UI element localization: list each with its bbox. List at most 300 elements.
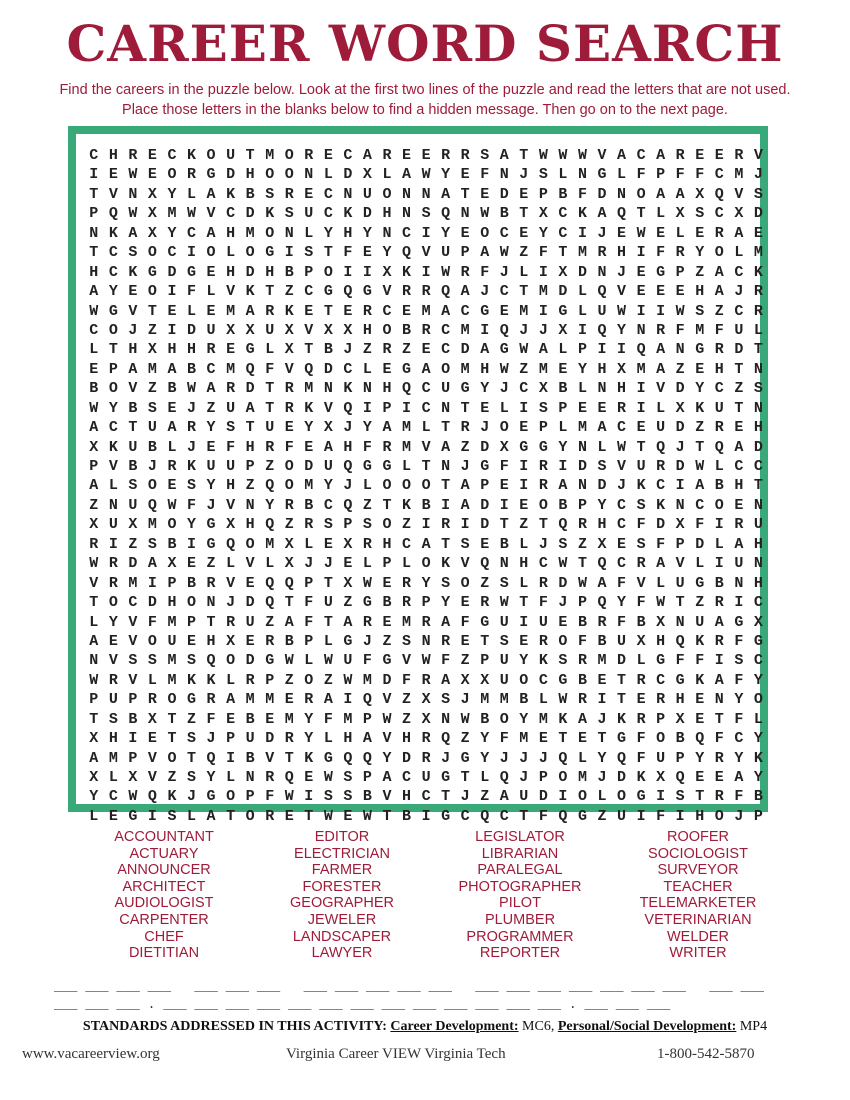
grid-letter: I (734, 594, 744, 612)
grid-letter: B (128, 399, 138, 417)
grid-letter: A (460, 496, 470, 514)
grid-letter: D (558, 574, 568, 592)
grid-letter: Q (656, 438, 666, 456)
grid-letter: C (343, 147, 353, 164)
grid-letter: V (108, 185, 118, 203)
grid-letter: H (597, 516, 607, 534)
grid-letter: N (753, 496, 763, 514)
grid-letter: B (167, 535, 177, 553)
grid-letter: N (753, 399, 763, 417)
grid-letter: F (402, 671, 412, 689)
grid-letter: F (323, 710, 333, 728)
grid-letter: S (226, 419, 236, 437)
grid-letter: H (167, 594, 177, 612)
grid-letter: N (441, 710, 451, 728)
grid-letter: G (460, 380, 470, 398)
grid-letter: J (499, 263, 509, 281)
grid-letter: A (206, 807, 216, 825)
grid-letter: C (734, 730, 744, 748)
grid-letter: A (656, 360, 666, 378)
grid-letter: F (675, 321, 685, 339)
grid-letter: F (734, 632, 744, 650)
grid-letter: O (499, 419, 509, 437)
grid-letter: T (538, 516, 548, 534)
grid-letter: L (108, 477, 118, 495)
grid-letter: S (147, 399, 157, 417)
grid-letter: G (265, 244, 275, 262)
grid-letter: V (382, 283, 392, 301)
grid-letter: W (675, 302, 685, 320)
grid-letter: U (441, 244, 451, 262)
grid-letter: E (558, 613, 568, 631)
grid-letter: B (128, 710, 138, 728)
grid-letter: G (382, 652, 392, 670)
grid-letter: N (108, 496, 118, 514)
grid-letter: H (382, 535, 392, 553)
grid-letter: T (89, 244, 99, 262)
puzzle-frame (68, 126, 768, 825)
grid-letter: A (147, 555, 157, 573)
grid-letter: R (226, 613, 236, 631)
grid-letter: E (636, 283, 646, 301)
grid-letter: P (89, 691, 99, 709)
grid-letter: A (714, 263, 724, 281)
grid-letter: O (245, 244, 255, 262)
grid-letter: M (695, 321, 705, 339)
grid-letter: O (519, 671, 529, 689)
grid-letter: T (714, 710, 724, 728)
grid-letter: E (695, 224, 705, 242)
grid-letter: J (519, 769, 529, 786)
grid-letter: A (206, 380, 216, 398)
grid-letter: A (656, 185, 666, 203)
grid-letter: Y (167, 185, 177, 203)
grid-letter: K (343, 205, 353, 223)
grid-letter: W (128, 205, 138, 223)
grid-letter: D (480, 438, 490, 456)
grid-letter: C (108, 788, 118, 806)
grid-letter: Y (304, 730, 314, 748)
grid-letter: Z (675, 360, 685, 378)
grid-letter: F (714, 321, 724, 339)
grid-letter: X (538, 380, 548, 398)
grid-letter: A (245, 302, 255, 320)
grid-letter: R (734, 147, 744, 164)
grid-letter: L (558, 419, 568, 437)
grid-letter: W (187, 380, 197, 398)
grid-letter: Z (519, 516, 529, 534)
grid-letter: T (167, 710, 177, 728)
grid-letter: O (714, 496, 724, 514)
grid-letter: Q (714, 185, 724, 203)
grid-letter: H (245, 438, 255, 456)
grid-letter: D (753, 438, 763, 456)
grid-letter: P (128, 691, 138, 709)
grid-letter: P (480, 652, 490, 670)
grid-row (84, 185, 768, 204)
grid-letter: N (206, 594, 216, 612)
grid-letter: H (167, 341, 177, 359)
grid-letter: U (108, 516, 118, 534)
grid-letter: L (382, 166, 392, 184)
grid-letter: U (245, 613, 255, 631)
grid-letter: O (382, 516, 392, 534)
grid-row (84, 554, 768, 573)
grid-row (84, 457, 768, 476)
grid-letter: E (519, 185, 529, 203)
answer-blanks-line-2: ___ ___ ___ . ___ ___ ___ ___ ___ ___ ___ ___ ___ ___ ___ ___ ___ . ___ ___ ___ (54, 997, 671, 1012)
grid-letter: N (753, 360, 763, 378)
word-item: SOCIOLOGIST (648, 845, 748, 862)
grid-letter: C (519, 380, 529, 398)
grid-letter: E (147, 730, 157, 748)
grid-letter: L (226, 671, 236, 689)
grid-letter: J (147, 458, 157, 475)
grid-letter: L (89, 613, 99, 631)
grid-letter: O (304, 671, 314, 689)
grid-row (84, 729, 768, 748)
grid-letter: R (304, 147, 314, 164)
grid-letter: Y (323, 477, 333, 495)
grid-letter: K (187, 671, 197, 689)
grid-letter: S (128, 244, 138, 262)
grid-letter: W (577, 147, 587, 164)
grid-letter: A (480, 244, 490, 262)
word-item: AUDIOLOGIST (114, 895, 214, 912)
grid-letter: E (695, 691, 705, 709)
grid-letter: U (265, 321, 275, 339)
grid-letter: X (382, 263, 392, 281)
grid-letter: O (421, 477, 431, 495)
grid-letter: G (147, 263, 157, 281)
grid-letter: W (558, 147, 568, 164)
grid-letter: L (480, 769, 490, 786)
grid-letter: D (226, 166, 236, 184)
instructions (20, 80, 830, 120)
grid-letter: V (226, 283, 236, 301)
grid-letter: M (577, 419, 587, 437)
grid-letter: X (284, 321, 294, 339)
grid-letter: P (245, 788, 255, 806)
grid-letter: R (714, 341, 724, 359)
grid-letter: X (753, 613, 763, 631)
grid-letter: F (187, 496, 197, 514)
grid-letter: S (695, 205, 705, 223)
grid-letter: Y (617, 321, 627, 339)
grid-letter: I (558, 788, 568, 806)
word-item: TELEMARKETER (639, 895, 757, 912)
grid-letter: W (382, 710, 392, 728)
grid-row (84, 749, 768, 768)
grid-letter: U (304, 205, 314, 223)
grid-letter: G (558, 302, 568, 320)
grid-letter: S (187, 769, 197, 786)
grid-letter: L (323, 166, 333, 184)
grid-letter: T (441, 788, 451, 806)
grid-letter: Z (343, 594, 353, 612)
grid-letter: S (265, 185, 275, 203)
grid-letter: Q (402, 380, 412, 398)
grid-letter: O (284, 477, 294, 495)
grid-letter: D (323, 360, 333, 378)
grid-letter: D (245, 380, 255, 398)
grid-letter: R (265, 302, 275, 320)
grid-row (84, 535, 768, 554)
grid-letter: E (265, 710, 275, 728)
grid-letter: N (636, 321, 646, 339)
grid-letter: T (323, 613, 333, 631)
grid-letter: H (265, 263, 275, 281)
grid-row (84, 768, 768, 787)
grid-letter: R (734, 516, 744, 534)
grid-letter: H (245, 166, 255, 184)
grid-letter: C (421, 380, 431, 398)
grid-letter: A (362, 730, 372, 748)
grid-letter: G (499, 341, 509, 359)
grid-letter: M (499, 691, 509, 709)
grid-letter: V (382, 730, 392, 748)
grid-letter: R (441, 147, 451, 164)
grid-letter: H (480, 360, 490, 378)
grid-letter: B (558, 380, 568, 398)
grid-letter: Q (343, 458, 353, 475)
grid-letter: J (187, 399, 197, 417)
grid-letter: A (734, 438, 744, 456)
grid-letter: U (362, 185, 372, 203)
grid-letter: O (167, 516, 177, 534)
grid-letter: E (206, 438, 216, 456)
grid-letter: I (714, 652, 724, 670)
grid-letter: K (695, 632, 705, 650)
grid-letter: N (734, 574, 744, 592)
grid-letter: P (89, 205, 99, 223)
grid-letter: R (538, 477, 548, 495)
word-item: JEWELER (307, 911, 377, 928)
instructions-line-2: Place those letters in the blanks below to find a hidden message. Then go on to the next page. (122, 102, 728, 118)
grid-letter: G (753, 632, 763, 650)
grid-letter: Z (480, 788, 490, 806)
grid-letter: T (617, 671, 627, 689)
grid-letter: I (147, 807, 157, 825)
grid-letter: R (714, 419, 724, 437)
grid-letter: V (128, 671, 138, 689)
grid-letter: N (460, 205, 470, 223)
grid-letter: I (577, 321, 587, 339)
grid-letter: W (362, 574, 372, 592)
grid-letter: U (499, 613, 509, 631)
grid-letter: G (636, 788, 646, 806)
grid-letter: A (323, 438, 333, 456)
grid-letter: L (362, 555, 372, 573)
grid-letter: Y (695, 380, 705, 398)
grid-letter: S (441, 574, 451, 592)
grid-letter: R (714, 749, 724, 767)
grid-letter: V (734, 185, 744, 203)
grid-letter: R (382, 341, 392, 359)
grid-letter: T (284, 749, 294, 767)
grid-letter: A (441, 302, 451, 320)
grid-letter: K (617, 710, 627, 728)
grid-letter: T (597, 730, 607, 748)
word-column (431, 829, 609, 962)
grid-letter: L (265, 341, 275, 359)
grid-letter: I (421, 263, 431, 281)
grid-letter: X (89, 516, 99, 534)
grid-letter: N (284, 224, 294, 242)
grid-letter: A (128, 360, 138, 378)
grid-letter: Q (558, 516, 568, 534)
grid-letter: Y (304, 419, 314, 437)
grid-letter: O (167, 166, 177, 184)
grid-letter: F (656, 244, 666, 262)
grid-letter: B (577, 671, 587, 689)
grid-letter: G (128, 807, 138, 825)
grid-letter: V (226, 574, 236, 592)
grid-row (84, 438, 768, 457)
grid-letter: C (617, 516, 627, 534)
grid-letter: I (714, 555, 724, 573)
grid-letter: E (597, 399, 607, 417)
grid-row (84, 360, 768, 379)
grid-letter: C (558, 224, 568, 242)
grid-letter: B (636, 613, 646, 631)
grid-letter: R (402, 283, 412, 301)
grid-letter: T (519, 594, 529, 612)
grid-letter: H (108, 147, 118, 164)
grid-letter: R (714, 632, 724, 650)
grid-letter: O (617, 788, 627, 806)
grid-letter: R (577, 652, 587, 670)
grid-letter: Q (343, 749, 353, 767)
grid-letter: J (480, 283, 490, 301)
grid-letter: A (714, 283, 724, 301)
grid-letter: C (617, 496, 627, 514)
grid-letter: I (519, 399, 529, 417)
grid-letter: E (128, 283, 138, 301)
grid-letter: C (323, 496, 333, 514)
grid-letter: R (304, 691, 314, 709)
grid-letter: E (460, 166, 470, 184)
grid-letter: E (636, 419, 646, 437)
grid-letter: R (362, 302, 372, 320)
grid-row (84, 515, 768, 534)
grid-letter: W (421, 652, 431, 670)
grid-letter: K (402, 496, 412, 514)
grid-letter: E (167, 477, 177, 495)
grid-letter: Y (734, 691, 744, 709)
grid-letter: R (538, 632, 548, 650)
grid-letter: T (695, 438, 705, 456)
grid-letter: R (265, 438, 275, 456)
grid-letter: H (382, 380, 392, 398)
grid-letter: C (167, 244, 177, 262)
grid-letter: C (617, 555, 627, 573)
grid-letter: D (734, 341, 744, 359)
grid-letter: A (577, 710, 587, 728)
grid-letter: X (343, 574, 353, 592)
grid-letter: R (304, 516, 314, 534)
grid-letter: G (656, 263, 666, 281)
grid-letter: G (206, 516, 216, 534)
grid-letter: Y (323, 224, 333, 242)
grid-letter: E (714, 147, 724, 164)
grid-letter: R (480, 594, 490, 612)
grid-letter: I (499, 496, 509, 514)
grid-letter: E (343, 555, 353, 573)
grid-letter: C (108, 263, 118, 281)
grid-letter: L (519, 263, 529, 281)
grid-letter: U (128, 496, 138, 514)
grid-letter: W (499, 594, 509, 612)
grid-letter: T (265, 399, 275, 417)
grid-letter: J (675, 438, 685, 456)
grid-letter: E (284, 419, 294, 437)
grid-letter: Q (265, 477, 275, 495)
grid-letter: H (245, 516, 255, 534)
word-item: WELDER (666, 928, 730, 945)
grid-letter: H (226, 477, 236, 495)
grid-letter: K (128, 263, 138, 281)
grid-letter: A (89, 283, 99, 301)
grid-letter: L (577, 749, 587, 767)
grid-letter: L (362, 360, 372, 378)
grid-letter: P (577, 496, 587, 514)
grid-letter: M (519, 302, 529, 320)
grid-letter: M (538, 710, 548, 728)
grid-letter: M (226, 302, 236, 320)
grid-letter: R (538, 458, 548, 475)
grid-letter: J (753, 166, 763, 184)
grid-letter: L (617, 166, 627, 184)
grid-letter: A (167, 360, 177, 378)
grid-letter: F (362, 438, 372, 456)
grid-letter: E (480, 185, 490, 203)
grid-letter: S (695, 302, 705, 320)
grid-letter: U (441, 380, 451, 398)
grid-letter: Y (753, 730, 763, 748)
grid-letter: V (597, 147, 607, 164)
grid-letter: E (382, 613, 392, 631)
grid-letter: G (480, 458, 490, 475)
grid-letter: I (656, 788, 666, 806)
grid-letter: R (226, 380, 236, 398)
grid-letter: W (323, 807, 333, 825)
grid-letter: C (441, 321, 451, 339)
grid-letter: R (382, 147, 392, 164)
grid-letter: V (421, 244, 431, 262)
grid-letter: D (577, 263, 587, 281)
grid-letter: F (538, 807, 548, 825)
grid-letter: B (714, 574, 724, 592)
grid-letter: P (304, 632, 314, 650)
grid-letter: K (636, 769, 646, 786)
grid-letter: Y (382, 244, 392, 262)
grid-letter: F (695, 516, 705, 534)
grid-letter: N (675, 341, 685, 359)
grid-letter: N (245, 769, 255, 786)
grid-letter: C (656, 477, 666, 495)
grid-letter: R (284, 730, 294, 748)
grid-letter: R (284, 380, 294, 398)
grid-letter: L (187, 807, 197, 825)
grid-letter: G (323, 749, 333, 767)
grid-letter: H (89, 263, 99, 281)
grid-letter: T (558, 244, 568, 262)
grid-letter: E (304, 769, 314, 786)
grid-letter: D (577, 458, 587, 475)
grid-letter: A (460, 283, 470, 301)
grid-letter: E (421, 341, 431, 359)
